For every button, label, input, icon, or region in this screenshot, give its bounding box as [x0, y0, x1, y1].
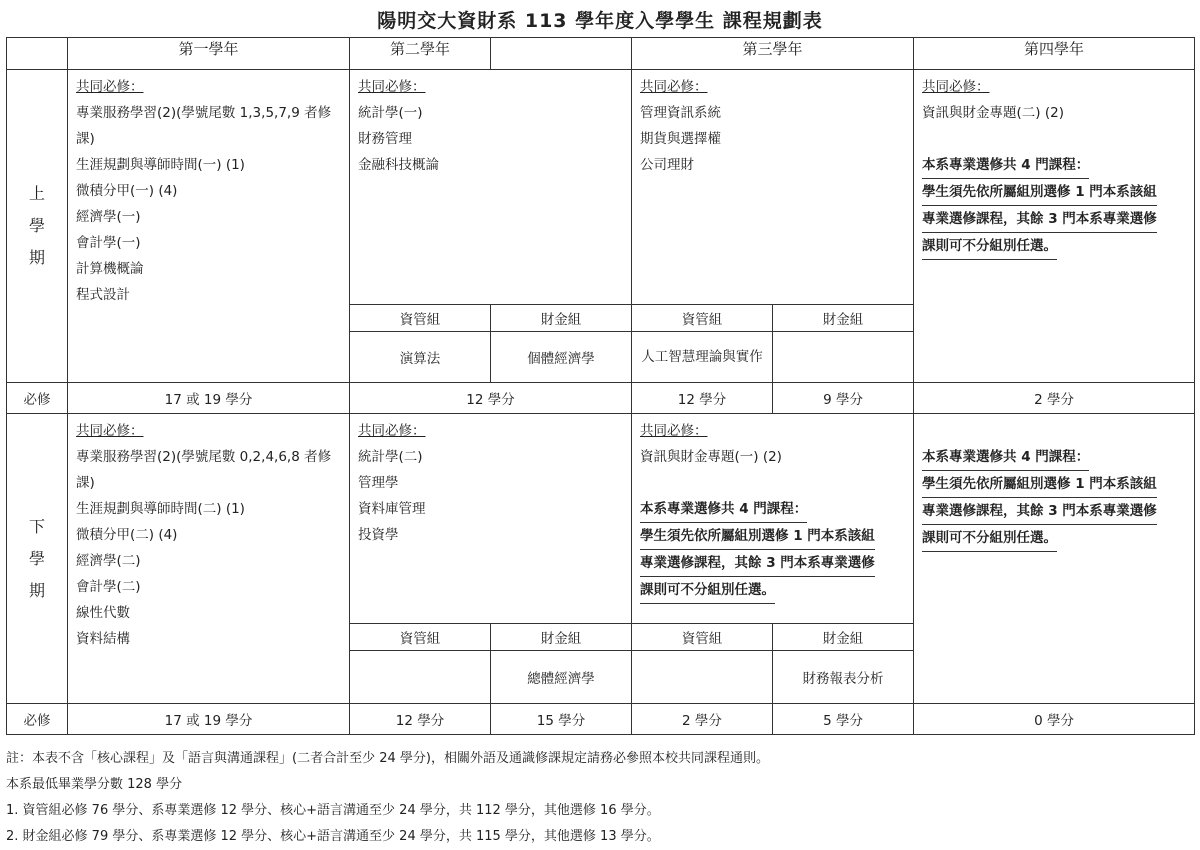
course-item: 專業服務學習(2)(學號尾數 1,3,5,7,9 者修課): [76, 105, 332, 147]
second-y3-fin-course: 財務報表分析: [773, 651, 914, 704]
elective-note-line: 課則可不分組別任選。: [922, 525, 1057, 552]
elective-note: [922, 152, 1186, 260]
course-item: 會計學(一): [76, 235, 141, 251]
sem-char: 期: [28, 580, 45, 600]
first-sem-year4-courses: [914, 70, 1195, 383]
elective-note-line: 專業選修課程，其餘 3 門本系專業選修: [922, 498, 1157, 525]
second-y3-im-course: [632, 651, 773, 704]
common-required-heading: 共同必修：: [640, 79, 708, 95]
second-credits-y4: 0 學分: [914, 704, 1195, 735]
course-item: 期貨與選擇權: [640, 131, 721, 147]
first-credits-y2: 12 學分: [350, 383, 632, 414]
header-year-2: 第二學年: [350, 38, 491, 70]
track-label-fin: 財金組: [491, 305, 632, 332]
common-required-heading: 共同必修：: [358, 79, 426, 95]
corner-cell: [7, 38, 68, 70]
course-item: 統計學(二): [358, 449, 423, 465]
elective-note-line: 學生須先依所屬組別選修 1 門本系該組: [922, 471, 1157, 498]
course-item: 資料結構: [76, 631, 130, 647]
common-required-heading: 共同必修：: [76, 79, 144, 95]
second-sem-year3-courses: [632, 414, 914, 624]
course-item: 程式設計: [76, 287, 130, 303]
course-item: 管理學: [358, 475, 399, 491]
required-label: 必修: [7, 383, 68, 414]
course-item: 經濟學(二): [76, 553, 141, 569]
first-credits-y1: 17 或 19 學分: [68, 383, 350, 414]
first-y3-im-course: 人工智慧理論與實作: [632, 332, 773, 383]
first-y2-fin-course: 個體經濟學: [491, 332, 632, 383]
elective-note-line: 學生須先依所屬組別選修 1 門本系該組: [922, 179, 1157, 206]
header-year-3: 第三學年: [632, 38, 914, 70]
common-required-heading: 共同必修：: [358, 423, 426, 439]
course-item: 統計學(一): [358, 105, 423, 121]
course-item: 會計學(二): [76, 579, 141, 595]
first-y3-fin-course: [773, 332, 914, 383]
header-year-1: 第一學年: [68, 38, 350, 70]
second-credits-y2-fin: 15 學分: [491, 704, 632, 735]
required-label: 必修: [7, 704, 68, 735]
first-credits-y3-fin: 9 學分: [773, 383, 914, 414]
elective-note: [922, 444, 1186, 552]
footnote: 本系最低畢業學分數 128 學分: [6, 777, 183, 792]
course-item: 線性代數: [76, 605, 130, 621]
footnotes: [6, 746, 769, 850]
first-credits-y4: 2 學分: [914, 383, 1195, 414]
elective-note-line: 學生須先依所屬組別選修 1 門本系該組: [640, 523, 875, 550]
header-year-2-blank: [491, 38, 632, 70]
elective-note-line: 專業選修課程，其餘 3 門本系專業選修: [922, 206, 1157, 233]
first-credits-y3-im: 12 學分: [632, 383, 773, 414]
second-sem-year4-courses: [914, 414, 1195, 704]
course-item: 公司理財: [640, 157, 694, 173]
elective-note-head: 本系專業選修共 4 門課程：: [922, 444, 1089, 471]
second-credits-y1: 17 或 19 學分: [68, 704, 350, 735]
course-item: 微積分甲(一) (4): [76, 183, 178, 199]
course-item: 資料庫管理: [358, 501, 426, 517]
second-sem-year2-courses: [350, 414, 632, 624]
track-label-fin: 財金組: [773, 305, 914, 332]
sem-char: 下: [28, 516, 45, 536]
course-item: 財務管理: [358, 131, 412, 147]
second-credits-y2-im: 12 學分: [350, 704, 491, 735]
first-sem-year2-courses: [350, 70, 632, 305]
header-year-4: 第四學年: [914, 38, 1195, 70]
course-item: 投資學: [358, 527, 399, 543]
track-label-im: 資管組: [632, 624, 773, 651]
footnote: 2. 財金組必修 79 學分、系專業選修 12 學分、核心+語言溝通至少 24 學分，共 115 學分，其他選修 13 學分。: [6, 829, 660, 844]
track-label-fin: 財金組: [491, 624, 632, 651]
track-label-im: 資管組: [350, 305, 491, 332]
course-item: 生涯規劃與導師時間(一) (1): [76, 157, 245, 173]
track-label-im: 資管組: [350, 624, 491, 651]
course-item: 資訊與財金專題(二) (2): [922, 105, 1064, 121]
sem-char: 學: [28, 216, 45, 235]
second-credits-y3-fin: 5 學分: [773, 704, 914, 735]
course-item: 金融科技概論: [358, 157, 439, 173]
elective-note-line: 專業選修課程，其餘 3 門本系專業選修: [640, 550, 875, 577]
course-plan-table: [6, 37, 1195, 735]
elective-note-line: 課則可不分組別任選。: [922, 233, 1057, 260]
second-y2-fin-course: 總體經濟學: [491, 651, 632, 704]
course-item: 生涯規劃與導師時間(二) (1): [76, 501, 245, 517]
sem-char: 學: [28, 548, 45, 568]
semester-label-second: [7, 414, 68, 704]
course-item: 微積分甲(二) (4): [76, 527, 178, 543]
course-item: 管理資訊系統: [640, 105, 721, 121]
second-y2-im-course: [350, 651, 491, 704]
second-credits-y3-im: 2 學分: [632, 704, 773, 735]
second-sem-year1-courses: [68, 414, 350, 704]
elective-note-head: 本系專業選修共 4 門課程：: [640, 496, 807, 523]
course-item: 資訊與財金專題(一) (2): [640, 449, 782, 465]
semester-label-first: [7, 70, 68, 383]
common-required-heading: 共同必修：: [640, 423, 708, 439]
first-sem-year1-courses: [68, 70, 350, 383]
footnote: 註：本表不含「核心課程」及「語言與溝通課程」(二者合計至少 24 學分)，相關外語及通識修課規定請務必參照本校共同課程通則。: [6, 751, 769, 766]
elective-note: [640, 496, 905, 604]
track-label-fin: 財金組: [773, 624, 914, 651]
footnote: 1. 資管組必修 76 學分、系專業選修 12 學分、核心+語言溝通至少 24 學分，共 112 學分，其他選修 16 學分。: [6, 803, 660, 818]
first-y2-im-course: 演算法: [350, 332, 491, 383]
course-item: 計算機概論: [76, 261, 144, 277]
page-title: 陽明交大資財系 113 學年度入學學生 課程規劃表: [377, 10, 823, 32]
first-sem-year3-courses: [632, 70, 914, 305]
sem-char: 上: [28, 184, 45, 203]
course-item: 經濟學(一): [76, 209, 141, 225]
header-row: [7, 38, 1195, 70]
common-required-heading: 共同必修：: [922, 79, 990, 95]
elective-note-line: 課則可不分組別任選。: [640, 577, 775, 604]
course-item: 專業服務學習(2)(學號尾數 0,2,4,6,8 者修課): [76, 449, 332, 491]
track-label-im: 資管組: [632, 305, 773, 332]
elective-note-head: 本系專業選修共 4 門課程：: [922, 152, 1089, 179]
sem-char: 期: [28, 248, 45, 267]
common-required-heading: 共同必修：: [76, 423, 144, 439]
